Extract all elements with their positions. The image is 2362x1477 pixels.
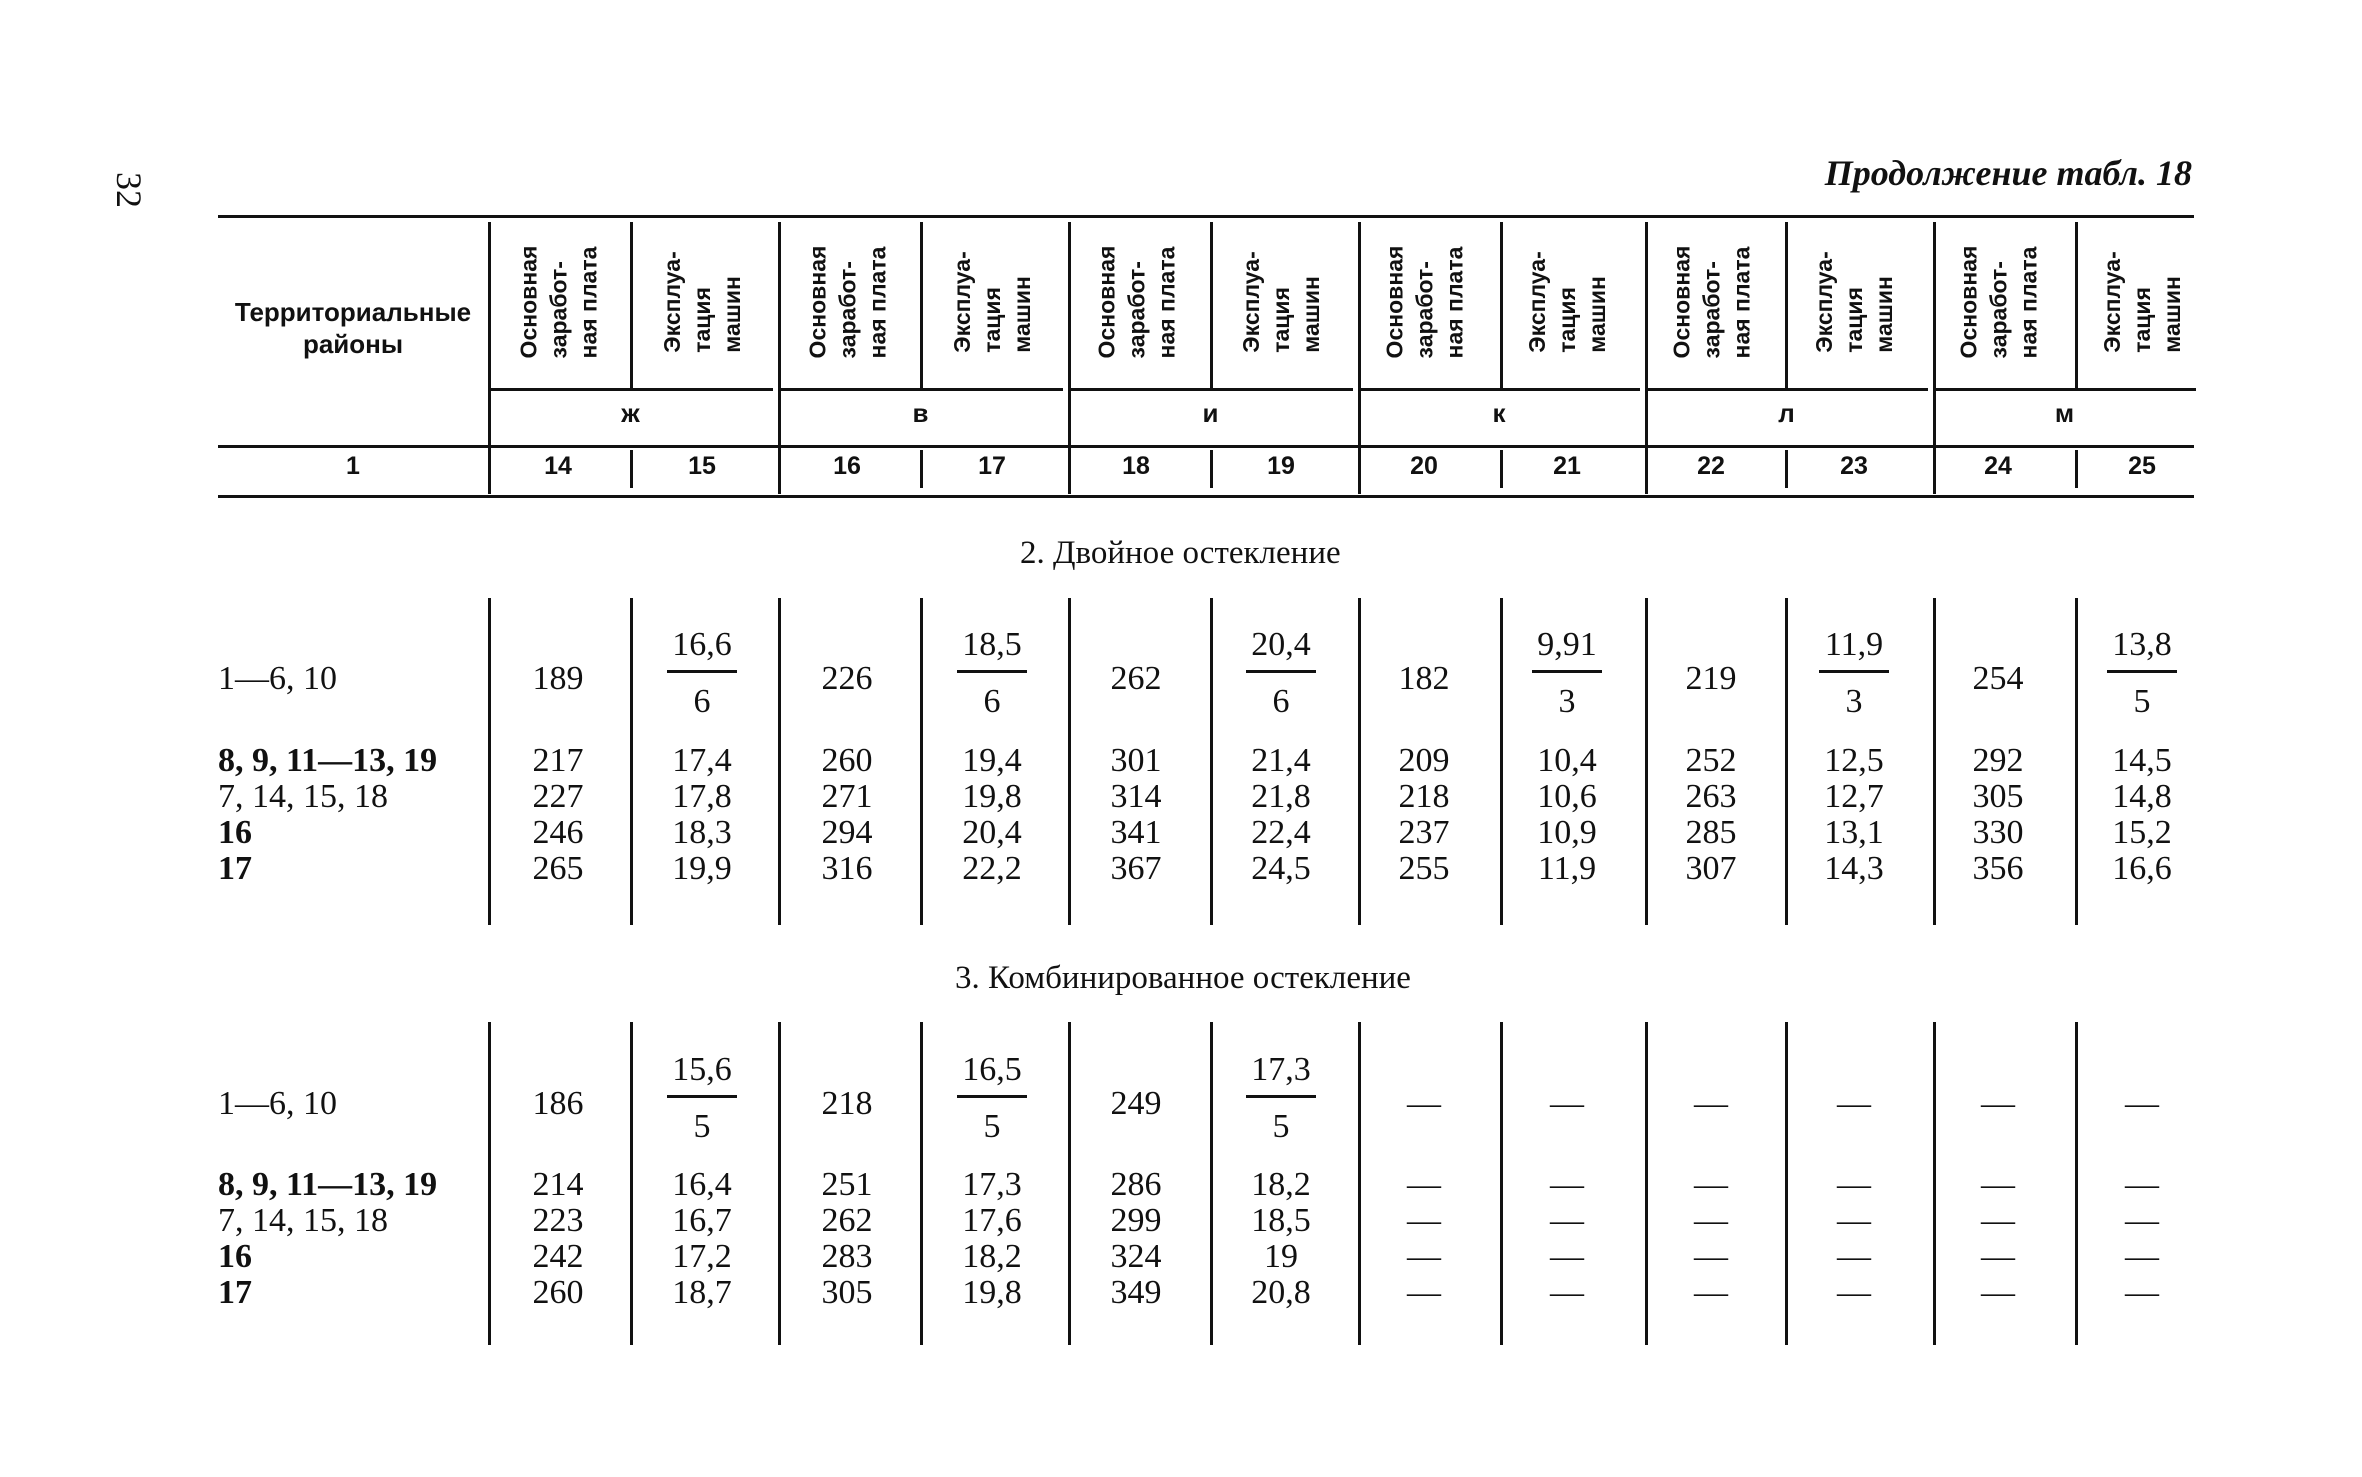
fraction-bar — [667, 1095, 737, 1098]
value-cell: — — [1837, 1166, 1871, 1203]
value-cell: — — [2125, 1166, 2159, 1203]
value-cell: 21,8 — [1251, 778, 1311, 815]
column-heading-text: Эксплуа- тация машин — [658, 251, 745, 353]
value-cell: 305 — [821, 1274, 873, 1311]
value-cell: — — [1694, 1166, 1728, 1203]
column-heading-text: Эксплуа- тация машин — [948, 251, 1035, 353]
body-divider — [920, 598, 923, 925]
value-cell: — — [1694, 1202, 1728, 1239]
group-letter: ж — [621, 398, 640, 428]
value-cell: — — [1407, 1202, 1441, 1239]
column-number: 25 — [2128, 452, 2156, 480]
column-heading-wage — [1354, 222, 1494, 382]
fraction-denominator: 5 — [693, 1108, 711, 1145]
value-cell: — — [1407, 1274, 1441, 1311]
fraction-bar — [1246, 670, 1316, 673]
fraction-cell — [637, 626, 767, 721]
value-cell: — — [2125, 1238, 2159, 1275]
value-cell: — — [1407, 1238, 1441, 1275]
dash-value: — — [1981, 1085, 2015, 1122]
value-cell: 316 — [821, 850, 873, 887]
empty-value-cell — [1933, 1085, 2063, 1125]
fraction-bar — [1532, 670, 1602, 673]
value-cell: 292 — [1972, 742, 2024, 779]
body-divider — [630, 1022, 633, 1345]
column-number: 17 — [978, 452, 1006, 480]
value-cell: 19 — [1264, 1238, 1298, 1275]
column-heading-text: Основная заработ- ная плата — [1955, 245, 2041, 359]
value-cell: 283 — [821, 1238, 873, 1275]
value-cell: — — [1550, 1166, 1584, 1203]
value-cell: — — [1550, 1238, 1584, 1275]
value-cell: 12,5 — [1824, 742, 1884, 779]
column-heading-text: Основная заработ- ная плата — [515, 245, 601, 359]
body-divider — [920, 1022, 923, 1345]
value-cell: 299 — [1110, 1202, 1162, 1239]
page-number: 32 — [109, 172, 149, 208]
group-sub-rule — [1645, 388, 1928, 391]
value-cell: 227 — [532, 778, 584, 815]
fraction-denominator: 3 — [1845, 683, 1863, 720]
value-cell: 20,8 — [1251, 1274, 1311, 1311]
dash-value: — — [1550, 1085, 1584, 1122]
value-cell: 367 — [1110, 850, 1162, 887]
value-cell: — — [1837, 1238, 1871, 1275]
column-heading-text: Эксплуа- тация машин — [1523, 251, 1610, 353]
fraction-numerator: 16,6 — [672, 626, 732, 663]
fraction-numerator: 18,5 — [962, 626, 1022, 663]
value-cell: — — [1981, 1202, 2015, 1239]
region-label: 16 — [218, 814, 252, 851]
column-heading-machines — [2072, 222, 2212, 382]
body-divider — [488, 598, 491, 925]
value-cell: 182 — [1398, 660, 1450, 697]
value-cell: 209 — [1398, 742, 1450, 779]
body-divider — [1210, 1022, 1213, 1345]
column-number: 24 — [1984, 452, 2012, 480]
value-cell: — — [1837, 1202, 1871, 1239]
value-cell: 15,2 — [2112, 814, 2172, 851]
value-cell: 246 — [532, 814, 584, 851]
value-cell: 260 — [821, 742, 873, 779]
value-cell: 14,3 — [1824, 850, 1884, 887]
fraction-cell — [927, 1051, 1057, 1146]
dash-value: — — [1694, 1085, 1728, 1122]
value-cell: 242 — [532, 1238, 584, 1275]
value-cell: — — [1694, 1238, 1728, 1275]
column-heading-text: Основная заработ- ная плата — [1668, 245, 1754, 359]
region-label: 1—6, 10 — [218, 660, 337, 697]
value-cell: 356 — [1972, 850, 2024, 887]
column-heading-machines — [1784, 222, 1924, 382]
value-cell: 22,2 — [962, 850, 1022, 887]
header-rule — [218, 445, 2194, 448]
fraction-denominator: 5 — [2133, 683, 2151, 720]
value-cell: 349 — [1110, 1274, 1162, 1311]
column-heading-text: Эксплуа- тация машин — [1237, 251, 1324, 353]
value-cell: 285 — [1685, 814, 1737, 851]
value-cell: 219 — [1685, 660, 1737, 697]
colnum-divider — [1500, 450, 1503, 488]
group-letter: л — [1778, 398, 1795, 428]
colnum-divider — [1785, 450, 1788, 488]
section-title: 3. Комбинированное остекление — [955, 960, 1411, 996]
value-cell: 17,4 — [672, 742, 732, 779]
column-heading-wage — [1066, 222, 1206, 382]
body-divider — [778, 1022, 781, 1345]
column-heading-text: Основная заработ- ная плата — [1093, 245, 1179, 359]
group-letter: и — [1202, 398, 1219, 428]
fraction-denominator: 6 — [1272, 683, 1290, 720]
value-cell: — — [2125, 1274, 2159, 1311]
group-sub-rule — [1068, 388, 1353, 391]
column-heading-wage — [1641, 222, 1781, 382]
body-divider — [630, 598, 633, 925]
value-cell: 341 — [1110, 814, 1162, 851]
value-cell: 314 — [1110, 778, 1162, 815]
column-number: 16 — [833, 452, 861, 480]
value-cell: 237 — [1398, 814, 1450, 851]
body-divider — [1785, 1022, 1788, 1345]
value-cell: 271 — [821, 778, 873, 815]
value-cell: — — [1981, 1166, 2015, 1203]
group-letter: в — [912, 398, 929, 428]
region-label: 16 — [218, 1238, 252, 1275]
value-cell: 20,4 — [962, 814, 1022, 851]
table-continuation-caption: Продолжение табл. 18 — [1824, 153, 2192, 193]
header-bottom-rule — [218, 495, 2194, 498]
fraction-denominator: 5 — [1272, 1108, 1290, 1145]
value-cell: 19,8 — [962, 1274, 1022, 1311]
column-number: 23 — [1840, 452, 1868, 480]
column-heading-machines — [1497, 222, 1637, 382]
value-cell: 263 — [1685, 778, 1737, 815]
dash-value: — — [1837, 1085, 1871, 1122]
fraction-cell — [1216, 626, 1346, 721]
region-label: 17 — [218, 1274, 252, 1311]
value-cell: 218 — [821, 1085, 873, 1122]
fraction-cell — [1216, 1051, 1346, 1146]
column-number: 1 — [346, 452, 360, 480]
region-label: 8, 9, 11—13, 19 — [218, 742, 438, 779]
stub-heading: Территориальные районы — [234, 297, 472, 359]
value-cell: — — [1837, 1274, 1871, 1311]
colnum-divider — [630, 450, 633, 488]
value-cell: 307 — [1685, 850, 1737, 887]
value-cell: 18,2 — [962, 1238, 1022, 1275]
region-label: 8, 9, 11—13, 19 — [218, 1166, 438, 1203]
group-letter: м — [2054, 398, 2075, 428]
fraction-numerator: 13,8 — [2112, 626, 2172, 663]
column-heading-text: Основная заработ- ная плата — [1381, 245, 1467, 359]
value-cell: 265 — [532, 850, 584, 887]
value-cell: — — [1550, 1274, 1584, 1311]
colnum-divider — [1210, 450, 1213, 488]
value-cell: 218 — [1398, 778, 1450, 815]
value-cell: 14,5 — [2112, 742, 2172, 779]
fraction-cell — [1502, 626, 1632, 721]
value-cell: 16,4 — [672, 1166, 732, 1203]
column-heading-machines — [1211, 222, 1351, 382]
body-divider — [778, 598, 781, 925]
value-cell: 16,6 — [2112, 850, 2172, 887]
value-cell: 24,5 — [1251, 850, 1311, 887]
value-cell: 254 — [1972, 660, 2024, 697]
body-divider — [1785, 598, 1788, 925]
column-number: 18 — [1122, 452, 1150, 480]
value-cell: 18,5 — [1251, 1202, 1311, 1239]
column-number: 22 — [1697, 452, 1725, 480]
value-cell: 18,2 — [1251, 1166, 1311, 1203]
value-cell: 294 — [821, 814, 873, 851]
value-cell: 189 — [532, 660, 584, 697]
fraction-bar — [957, 1095, 1027, 1098]
dash-value: — — [2125, 1085, 2159, 1122]
fraction-denominator: 6 — [693, 683, 711, 720]
fraction-numerator: 20,4 — [1251, 626, 1311, 663]
value-cell: — — [2125, 1202, 2159, 1239]
value-cell: 251 — [821, 1166, 873, 1203]
fraction-denominator: 6 — [983, 683, 1001, 720]
fraction-cell — [927, 626, 1057, 721]
value-cell: 226 — [821, 660, 873, 697]
value-cell: 330 — [1972, 814, 2024, 851]
column-heading-text: Эксплуа- тация машин — [1810, 251, 1897, 353]
section-title: 2. Двойное остекление — [1020, 535, 1341, 571]
value-cell: 17,2 — [672, 1238, 732, 1275]
value-cell: 262 — [821, 1202, 873, 1239]
value-cell: 17,6 — [962, 1202, 1022, 1239]
fraction-cell — [2077, 626, 2207, 721]
value-cell: 19,9 — [672, 850, 732, 887]
value-cell: — — [1981, 1274, 2015, 1311]
empty-value-cell — [1359, 1085, 1489, 1125]
value-cell: 18,7 — [672, 1274, 732, 1311]
column-number: 20 — [1410, 452, 1438, 480]
value-cell: 11,9 — [1537, 850, 1597, 887]
column-heading-machines — [632, 222, 772, 382]
group-sub-rule — [1358, 388, 1640, 391]
fraction-denominator: 5 — [983, 1108, 1001, 1145]
value-cell: 18,3 — [672, 814, 732, 851]
fraction-bar — [2107, 670, 2177, 673]
region-label: 7, 14, 15, 18 — [218, 1202, 388, 1239]
body-divider — [488, 1022, 491, 1345]
column-number: 15 — [688, 452, 716, 480]
value-cell: 16,7 — [672, 1202, 732, 1239]
empty-value-cell — [1646, 1085, 1776, 1125]
column-number: 14 — [544, 452, 572, 480]
value-cell: 12,7 — [1824, 778, 1884, 815]
value-cell: 255 — [1398, 850, 1450, 887]
column-heading-machines — [922, 222, 1062, 382]
value-cell: 223 — [532, 1202, 584, 1239]
value-cell: 17,3 — [962, 1166, 1022, 1203]
value-cell: 22,4 — [1251, 814, 1311, 851]
value-cell: 21,4 — [1251, 742, 1311, 779]
fraction-bar — [1819, 670, 1889, 673]
value-cell: — — [1407, 1166, 1441, 1203]
colnum-divider — [2075, 450, 2078, 488]
value-cell: — — [1694, 1274, 1728, 1311]
value-cell: 13,1 — [1824, 814, 1884, 851]
fraction-numerator: 17,3 — [1251, 1051, 1311, 1088]
value-cell: 19,4 — [962, 742, 1022, 779]
region-label: 1—6, 10 — [218, 1085, 337, 1122]
value-cell: 260 — [532, 1274, 584, 1311]
column-heading-wage — [777, 222, 917, 382]
group-sub-rule — [778, 388, 1063, 391]
value-cell: 217 — [532, 742, 584, 779]
fraction-numerator: 9,91 — [1537, 626, 1597, 663]
fraction-cell — [637, 1051, 767, 1146]
fraction-numerator: 15,6 — [672, 1051, 732, 1088]
value-cell: 17,8 — [672, 778, 732, 815]
value-cell: 186 — [532, 1085, 584, 1122]
column-heading-wage — [488, 222, 628, 382]
column-heading-wage — [1928, 222, 2068, 382]
value-cell: 19,8 — [962, 778, 1022, 815]
fraction-numerator: 11,9 — [1824, 626, 1884, 663]
value-cell: — — [1550, 1202, 1584, 1239]
value-cell: 252 — [1685, 742, 1737, 779]
empty-value-cell — [2077, 1085, 2207, 1125]
top-rule — [218, 215, 2194, 218]
group-letter: к — [1492, 398, 1506, 428]
region-label: 17 — [218, 850, 252, 887]
empty-value-cell — [1502, 1085, 1632, 1125]
value-cell: 10,9 — [1537, 814, 1597, 851]
group-sub-rule — [488, 388, 773, 391]
value-cell: 324 — [1110, 1238, 1162, 1275]
empty-value-cell — [1789, 1085, 1919, 1125]
fraction-numerator: 16,5 — [962, 1051, 1022, 1088]
value-cell: 10,4 — [1537, 742, 1597, 779]
value-cell: 305 — [1972, 778, 2024, 815]
dash-value: — — [1407, 1085, 1441, 1122]
value-cell: 14,8 — [2112, 778, 2172, 815]
value-cell: 249 — [1110, 1085, 1162, 1122]
value-cell: 301 — [1110, 742, 1162, 779]
colnum-divider — [920, 450, 923, 488]
fraction-bar — [1246, 1095, 1316, 1098]
value-cell: — — [1981, 1238, 2015, 1275]
value-cell: 10,6 — [1537, 778, 1597, 815]
column-number: 19 — [1267, 452, 1295, 480]
fraction-denominator: 3 — [1558, 683, 1576, 720]
group-sub-rule — [1933, 388, 2196, 391]
fraction-bar — [667, 670, 737, 673]
column-heading-text: Эксплуа- тация машин — [2098, 251, 2185, 353]
value-cell: 262 — [1110, 660, 1162, 697]
column-heading-text: Основная заработ- ная плата — [804, 245, 890, 359]
region-label: 7, 14, 15, 18 — [218, 778, 388, 815]
value-cell: 214 — [532, 1166, 584, 1203]
body-divider — [1210, 598, 1213, 925]
fraction-bar — [957, 670, 1027, 673]
fraction-cell — [1789, 626, 1919, 721]
column-number: 21 — [1553, 452, 1581, 480]
value-cell: 286 — [1110, 1166, 1162, 1203]
